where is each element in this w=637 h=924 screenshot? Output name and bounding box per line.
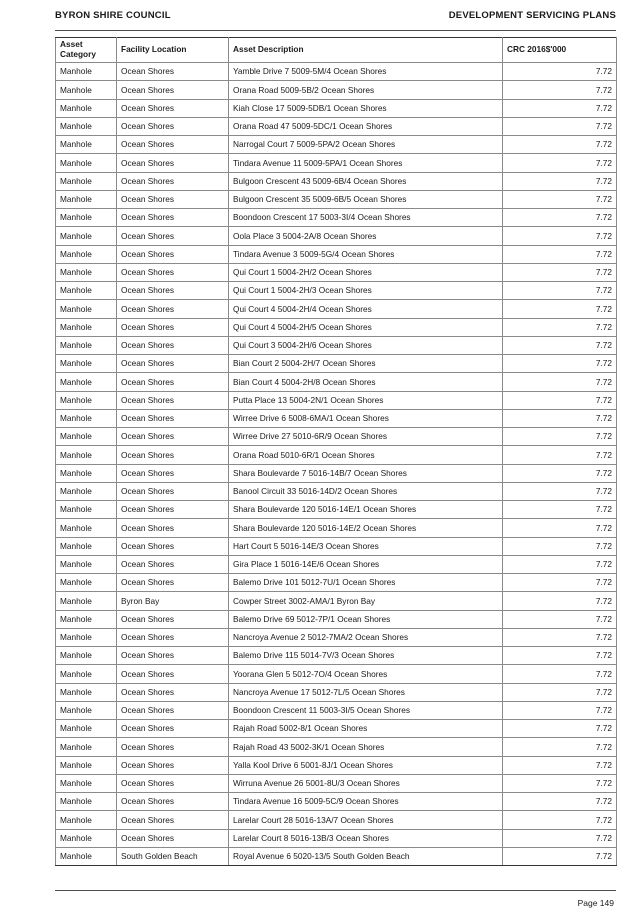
cell-asset-description: Nancroya Avenue 17 5012-7L/5 Ocean Shores — [229, 683, 503, 701]
cell-facility-location: Ocean Shores — [117, 610, 229, 628]
cell-crc: 7.72 — [503, 99, 617, 117]
cell-facility-location: Ocean Shores — [117, 701, 229, 719]
cell-facility-location: Ocean Shores — [117, 464, 229, 482]
table-row — [56, 63, 617, 81]
cell-asset-description: Putta Place 13 5004-2N/1 Ocean Shores — [229, 391, 503, 409]
table-row — [56, 537, 617, 555]
cell-asset-description: Orana Road 5009-5B/2 Ocean Shores — [229, 81, 503, 99]
cell-crc: 7.72 — [503, 300, 617, 318]
footer-divider — [55, 890, 616, 891]
cell-asset-description: Royal Avenue 6 5020-13/5 South Golden Beach — [229, 847, 503, 865]
cell-crc: 7.72 — [503, 738, 617, 756]
cell-asset-category: Manhole — [56, 647, 117, 665]
cell-asset-description: Qui Court 4 5004-2H/5 Ocean Shores — [229, 318, 503, 336]
cell-crc: 7.72 — [503, 756, 617, 774]
cell-asset-description: Oola Place 3 5004-2A/8 Ocean Shores — [229, 227, 503, 245]
cell-crc: 7.72 — [503, 811, 617, 829]
cell-asset-description: Kiah Close 17 5009-5DB/1 Ocean Shores — [229, 99, 503, 117]
cell-asset-category: Manhole — [56, 336, 117, 354]
cell-asset-description: Bulgoon Crescent 35 5009-6B/5 Ocean Shores — [229, 190, 503, 208]
table-row — [56, 99, 617, 117]
cell-asset-category: Manhole — [56, 117, 117, 135]
cell-crc: 7.72 — [503, 209, 617, 227]
table-row — [56, 428, 617, 446]
cell-asset-description: Balemo Drive 101 5012-7U/1 Ocean Shores — [229, 574, 503, 592]
cell-asset-category: Manhole — [56, 282, 117, 300]
cell-facility-location: Ocean Shores — [117, 628, 229, 646]
cell-crc: 7.72 — [503, 720, 617, 738]
cell-asset-category: Manhole — [56, 464, 117, 482]
cell-asset-description: Cowper Street 3002-AMA/1 Byron Bay — [229, 592, 503, 610]
cell-crc: 7.72 — [503, 409, 617, 427]
table-row — [56, 154, 617, 172]
cell-facility-location: Ocean Shores — [117, 409, 229, 427]
cell-asset-description: Balemo Drive 115 5014-7V/3 Ocean Shores — [229, 647, 503, 665]
cell-asset-description: Bian Court 4 5004-2H/8 Ocean Shores — [229, 373, 503, 391]
cell-asset-category: Manhole — [56, 829, 117, 847]
cell-facility-location: Ocean Shores — [117, 501, 229, 519]
cell-facility-location: Ocean Shores — [117, 136, 229, 154]
cell-asset-category: Manhole — [56, 482, 117, 500]
cell-facility-location: Ocean Shores — [117, 574, 229, 592]
table-row — [56, 647, 617, 665]
table-row — [56, 501, 617, 519]
cell-asset-category: Manhole — [56, 701, 117, 719]
cell-facility-location: Ocean Shores — [117, 446, 229, 464]
cell-asset-category: Manhole — [56, 428, 117, 446]
cell-asset-description: Qui Court 1 5004-2H/3 Ocean Shores — [229, 282, 503, 300]
cell-facility-location: Ocean Shores — [117, 245, 229, 263]
cell-crc: 7.72 — [503, 774, 617, 792]
cell-crc: 7.72 — [503, 555, 617, 573]
cell-crc: 7.72 — [503, 501, 617, 519]
cell-asset-category: Manhole — [56, 446, 117, 464]
cell-facility-location: Ocean Shores — [117, 683, 229, 701]
cell-facility-location: Ocean Shores — [117, 373, 229, 391]
cell-asset-description: Bulgoon Crescent 43 5009-6B/4 Ocean Shores — [229, 172, 503, 190]
cell-asset-category: Manhole — [56, 683, 117, 701]
cell-asset-description: Yamble Drive 7 5009-5M/4 Ocean Shores — [229, 63, 503, 81]
cell-crc: 7.72 — [503, 172, 617, 190]
table-row — [56, 263, 617, 281]
cell-facility-location: South Golden Beach — [117, 847, 229, 865]
cell-crc: 7.72 — [503, 190, 617, 208]
cell-asset-description: Qui Court 1 5004-2H/2 Ocean Shores — [229, 263, 503, 281]
cell-facility-location: Ocean Shores — [117, 172, 229, 190]
cell-asset-description: Wirree Drive 6 5008-6MA/1 Ocean Shores — [229, 409, 503, 427]
cell-asset-description: Nancroya Avenue 2 5012-7MA/2 Ocean Shores — [229, 628, 503, 646]
cell-crc: 7.72 — [503, 263, 617, 281]
cell-asset-category: Manhole — [56, 209, 117, 227]
cell-asset-description: Balemo Drive 69 5012-7P/1 Ocean Shores — [229, 610, 503, 628]
cell-crc: 7.72 — [503, 628, 617, 646]
cell-crc: 7.72 — [503, 519, 617, 537]
cell-crc: 7.72 — [503, 464, 617, 482]
cell-facility-location: Ocean Shores — [117, 519, 229, 537]
table-row — [56, 245, 617, 263]
table-row — [56, 592, 617, 610]
table-row — [56, 665, 617, 683]
table-row — [56, 555, 617, 573]
cell-asset-category: Manhole — [56, 409, 117, 427]
cell-asset-category: Manhole — [56, 574, 117, 592]
cell-crc: 7.72 — [503, 391, 617, 409]
cell-asset-description: Orana Road 47 5009-5DC/1 Ocean Shores — [229, 117, 503, 135]
cell-facility-location: Ocean Shores — [117, 738, 229, 756]
cell-asset-description: Orana Road 5010-6R/1 Ocean Shores — [229, 446, 503, 464]
table-body — [56, 63, 617, 866]
cell-asset-category: Manhole — [56, 628, 117, 646]
table-row — [56, 282, 617, 300]
cell-asset-category: Manhole — [56, 81, 117, 99]
cell-crc: 7.72 — [503, 592, 617, 610]
column-header-asset-category: Asset Category — [56, 38, 117, 63]
table-row — [56, 847, 617, 865]
cell-crc: 7.72 — [503, 847, 617, 865]
cell-facility-location: Ocean Shores — [117, 829, 229, 847]
cell-facility-location: Ocean Shores — [117, 482, 229, 500]
cell-facility-location: Ocean Shores — [117, 774, 229, 792]
table-row — [56, 318, 617, 336]
cell-asset-category: Manhole — [56, 172, 117, 190]
cell-asset-description: Qui Court 4 5004-2H/4 Ocean Shores — [229, 300, 503, 318]
cell-crc: 7.72 — [503, 537, 617, 555]
cell-asset-category: Manhole — [56, 519, 117, 537]
cell-asset-description: Boondoon Crescent 17 5003-3I/4 Ocean Shores — [229, 209, 503, 227]
cell-crc: 7.72 — [503, 355, 617, 373]
cell-facility-location: Byron Bay — [117, 592, 229, 610]
cell-facility-location: Ocean Shores — [117, 117, 229, 135]
cell-asset-category: Manhole — [56, 63, 117, 81]
cell-asset-category: Manhole — [56, 555, 117, 573]
cell-asset-category: Manhole — [56, 720, 117, 738]
table-row — [56, 117, 617, 135]
cell-asset-category: Manhole — [56, 318, 117, 336]
cell-facility-location: Ocean Shores — [117, 282, 229, 300]
cell-facility-location: Ocean Shores — [117, 209, 229, 227]
cell-facility-location: Ocean Shores — [117, 811, 229, 829]
column-header-asset-description: Asset Description — [229, 38, 503, 63]
cell-asset-description: Gira Place 1 5016-14E/6 Ocean Shores — [229, 555, 503, 573]
cell-asset-category: Manhole — [56, 391, 117, 409]
cell-facility-location: Ocean Shores — [117, 391, 229, 409]
cell-crc: 7.72 — [503, 336, 617, 354]
table-row — [56, 482, 617, 500]
cell-crc: 7.72 — [503, 282, 617, 300]
cell-asset-description: Shara Boulevarde 7 5016-14B/7 Ocean Shores — [229, 464, 503, 482]
cell-asset-category: Manhole — [56, 136, 117, 154]
cell-asset-description: Rajah Road 5002-8/1 Ocean Shores — [229, 720, 503, 738]
cell-crc: 7.72 — [503, 647, 617, 665]
cell-facility-location: Ocean Shores — [117, 647, 229, 665]
asset-table — [55, 37, 617, 866]
cell-crc: 7.72 — [503, 610, 617, 628]
cell-crc: 7.72 — [503, 373, 617, 391]
cell-asset-category: Manhole — [56, 811, 117, 829]
cell-asset-description: Larelar Court 8 5016-13B/3 Ocean Shores — [229, 829, 503, 847]
cell-asset-category: Manhole — [56, 190, 117, 208]
cell-asset-description: Narrogal Court 7 5009-5PA/2 Ocean Shores — [229, 136, 503, 154]
table-row — [56, 756, 617, 774]
cell-asset-category: Manhole — [56, 355, 117, 373]
cell-crc: 7.72 — [503, 154, 617, 172]
cell-facility-location: Ocean Shores — [117, 336, 229, 354]
cell-crc: 7.72 — [503, 81, 617, 99]
table-row — [56, 829, 617, 847]
cell-asset-description: Shara Boulevarde 120 5016-14E/1 Ocean Shores — [229, 501, 503, 519]
table-row — [56, 227, 617, 245]
cell-asset-description: Boondoon Crescent 11 5003-3I/5 Ocean Shores — [229, 701, 503, 719]
cell-asset-category: Manhole — [56, 300, 117, 318]
table-row — [56, 373, 617, 391]
table-row — [56, 190, 617, 208]
cell-facility-location: Ocean Shores — [117, 300, 229, 318]
table-row — [56, 811, 617, 829]
cell-asset-description: Tindara Avenue 16 5009-5C/9 Ocean Shores — [229, 793, 503, 811]
cell-asset-category: Manhole — [56, 263, 117, 281]
cell-asset-description: Larelar Court 28 5016-13A/7 Ocean Shores — [229, 811, 503, 829]
cell-asset-category: Manhole — [56, 227, 117, 245]
cell-facility-location: Ocean Shores — [117, 537, 229, 555]
cell-facility-location: Ocean Shores — [117, 227, 229, 245]
table-row — [56, 81, 617, 99]
cell-facility-location: Ocean Shores — [117, 756, 229, 774]
table-row — [56, 464, 617, 482]
cell-asset-category: Manhole — [56, 245, 117, 263]
cell-asset-category: Manhole — [56, 756, 117, 774]
cell-asset-description: Banool Circuit 33 5016-14D/2 Ocean Shores — [229, 482, 503, 500]
cell-facility-location: Ocean Shores — [117, 793, 229, 811]
table-row — [56, 391, 617, 409]
table-row — [56, 409, 617, 427]
cell-facility-location: Ocean Shores — [117, 63, 229, 81]
table-row — [56, 519, 617, 537]
cell-facility-location: Ocean Shores — [117, 190, 229, 208]
cell-crc: 7.72 — [503, 683, 617, 701]
cell-asset-description: Yalla Kool Drive 6 5001-8J/1 Ocean Shores — [229, 756, 503, 774]
cell-asset-category: Manhole — [56, 774, 117, 792]
table-row — [56, 136, 617, 154]
cell-asset-description: Rajah Road 43 5002-3K/1 Ocean Shores — [229, 738, 503, 756]
cell-asset-description: Tindara Avenue 11 5009-5PA/1 Ocean Shores — [229, 154, 503, 172]
cell-facility-location: Ocean Shores — [117, 99, 229, 117]
page-number: Page 149 — [577, 898, 614, 908]
cell-asset-category: Manhole — [56, 610, 117, 628]
cell-crc: 7.72 — [503, 428, 617, 446]
column-header-crc: CRC 2016$'000 — [503, 38, 617, 63]
cell-facility-location: Ocean Shores — [117, 263, 229, 281]
cell-facility-location: Ocean Shores — [117, 154, 229, 172]
cell-asset-category: Manhole — [56, 99, 117, 117]
table-row — [56, 793, 617, 811]
cell-crc: 7.72 — [503, 63, 617, 81]
document-title: DEVELOPMENT SERVICING PLANS — [448, 10, 616, 21]
cell-crc: 7.72 — [503, 318, 617, 336]
cell-crc: 7.72 — [503, 136, 617, 154]
cell-asset-description: Hart Court 5 5016-14E/3 Ocean Shores — [229, 537, 503, 555]
cell-asset-category: Manhole — [56, 665, 117, 683]
cell-crc: 7.72 — [503, 227, 617, 245]
cell-facility-location: Ocean Shores — [117, 81, 229, 99]
cell-facility-location: Ocean Shores — [117, 428, 229, 446]
table-row — [56, 774, 617, 792]
cell-crc: 7.72 — [503, 793, 617, 811]
table-row — [56, 300, 617, 318]
table-row — [56, 172, 617, 190]
table-row — [56, 355, 617, 373]
cell-asset-description: Wirruna Avenue 26 5001-8U/3 Ocean Shores — [229, 774, 503, 792]
cell-crc: 7.72 — [503, 482, 617, 500]
cell-crc: 7.72 — [503, 446, 617, 464]
table-header-row — [56, 38, 617, 63]
column-header-facility-location: Facility Location — [117, 38, 229, 63]
cell-facility-location: Ocean Shores — [117, 555, 229, 573]
cell-asset-category: Manhole — [56, 154, 117, 172]
cell-asset-description: Wirree Drive 27 5010-6R/9 Ocean Shores — [229, 428, 503, 446]
cell-asset-category: Manhole — [56, 501, 117, 519]
table-row — [56, 683, 617, 701]
table-row — [56, 574, 617, 592]
cell-facility-location: Ocean Shores — [117, 665, 229, 683]
cell-asset-category: Manhole — [56, 537, 117, 555]
cell-crc: 7.72 — [503, 117, 617, 135]
cell-asset-description: Shara Boulevarde 120 5016-14E/2 Ocean Shores — [229, 519, 503, 537]
table-row — [56, 336, 617, 354]
cell-crc: 7.72 — [503, 701, 617, 719]
table-row — [56, 701, 617, 719]
council-name: BYRON SHIRE COUNCIL — [55, 10, 171, 21]
table-row — [56, 209, 617, 227]
cell-facility-location: Ocean Shores — [117, 720, 229, 738]
cell-asset-description: Qui Court 3 5004-2H/6 Ocean Shores — [229, 336, 503, 354]
table-row — [56, 610, 617, 628]
cell-asset-category: Manhole — [56, 738, 117, 756]
table-row — [56, 628, 617, 646]
cell-asset-category: Manhole — [56, 847, 117, 865]
cell-facility-location: Ocean Shores — [117, 318, 229, 336]
cell-asset-category: Manhole — [56, 373, 117, 391]
table-row — [56, 720, 617, 738]
cell-crc: 7.72 — [503, 829, 617, 847]
page-header — [55, 10, 616, 31]
cell-asset-description: Yoorana Glen 5 5012-7O/4 Ocean Shores — [229, 665, 503, 683]
table-row — [56, 446, 617, 464]
table-row — [56, 738, 617, 756]
cell-asset-description: Tindara Avenue 3 5009-5G/4 Ocean Shores — [229, 245, 503, 263]
cell-crc: 7.72 — [503, 665, 617, 683]
cell-asset-description: Bian Court 2 5004-2H/7 Ocean Shores — [229, 355, 503, 373]
cell-crc: 7.72 — [503, 245, 617, 263]
cell-crc: 7.72 — [503, 574, 617, 592]
cell-facility-location: Ocean Shores — [117, 355, 229, 373]
cell-asset-category: Manhole — [56, 793, 117, 811]
cell-asset-category: Manhole — [56, 592, 117, 610]
